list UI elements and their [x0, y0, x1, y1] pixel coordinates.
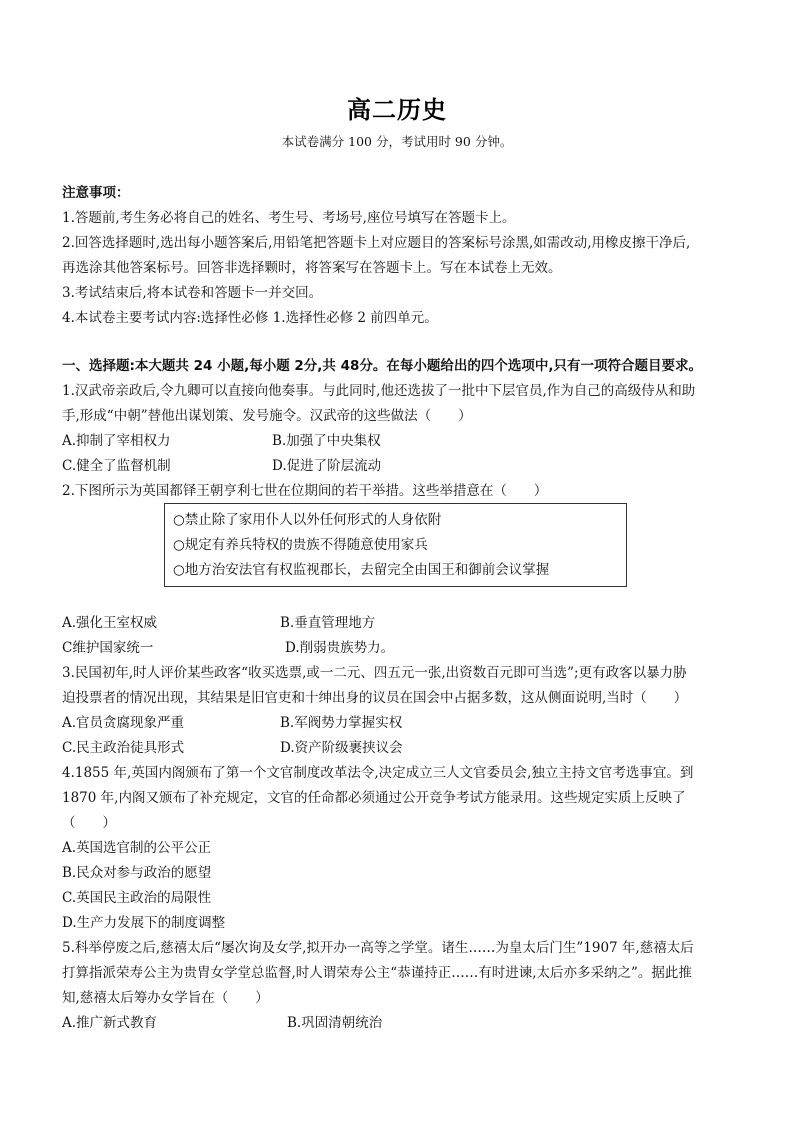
q2-option-d: D.削弱贵族势力。 [285, 640, 395, 656]
notice-item: 2.回答选择题时,选出每小题答案后,用铅笔把答题卡上对应题目的答案标号涂黑,如需改动,用橡皮擦干净后, [62, 235, 691, 251]
q4-option-c: C.英国民主政治的局限性 [62, 890, 212, 906]
measure-item: ○规定有养兵特权的贵族不得随意使用家兵 [173, 537, 428, 553]
question-4-text: 1870 年,内阁又颁布了补充规定，文官的任命都必须通过公开竞争考试方能录用。这些规定实质上反映了 [62, 790, 686, 806]
question-3-text: 3.民国初年,时人评价某些政客“收买选票,或一二元、四五元一张,出资数百元即可当选”;更有政客以暴力胁 [62, 665, 687, 681]
q3-option-b: B.军阀势力掌握实权 [280, 715, 403, 731]
notice-item: 1.答题前,考生务必将自己的姓名、考生号、考场号,座位号填写在答题卡上。 [62, 210, 516, 226]
q2-option-b: B.垂直管理地方 [280, 615, 376, 631]
question-1-text: 1.汉武帝亲政后,令九卿可以直接向他奏事。与此同时,他还选拔了一批中下层官员,作为自己的高级侍从和助 [62, 383, 696, 399]
question-5-text: 知,慈禧太后筹办女学旨在（ ） [62, 990, 269, 1006]
question-1-text: 手,形成“中朝”替他出谋划策、发号施令。汉武帝的这些做法（ ） [62, 408, 472, 424]
q4-option-d: D.生产力发展下的制度调整 [62, 915, 226, 931]
q3-option-d: D.资产阶级裹挟议会 [280, 740, 403, 756]
q4-option-b: B.民众对参与政治的愿望 [62, 865, 212, 881]
question-4-text: （ ） [62, 815, 116, 831]
notice-heading: 注意事项： [62, 185, 130, 201]
q2-option-c: C维护国家统一 [62, 640, 154, 656]
question-5-text: 打算指派荣寿公主为贵胄女学堂总监督,时人谓荣寿公主“恭谨持正……有时进谏,太后亦多采纳之”。据此推 [62, 965, 692, 981]
q1-option-a: A.抑制了宰相权力 [62, 433, 171, 449]
question-3-text: 迫投票者的情况出现，其结果是旧官吏和十绅出身的议员在国会中占据多数，这从侧面说明,当时（ ） [62, 690, 688, 706]
page-title: 高二历史 [347, 96, 447, 124]
q5-option-b: B.巩固清朝统治 [287, 1015, 383, 1031]
notice-item: 4.本试卷主要考试内容:选择性必修 1.选择性必修 2 前四单元。 [62, 310, 438, 326]
q5-option-a: A.推广新式教育 [62, 1015, 158, 1031]
q1-option-d: D.促进了阶层流动 [272, 458, 382, 474]
exam-info: 本试卷满分 100 分，考试用时 90 分钟。 [281, 134, 513, 149]
section-heading: 一、选择题:本大题共 24 小题,每小题 2分,共 48分。在每小题给出的四个选项中,只有一项符合题目要求。 [62, 358, 703, 374]
q3-option-a: A.官员贪腐现象严重 [62, 715, 185, 731]
q1-option-c: C.健全了监督机制 [62, 458, 171, 474]
measures-box [164, 503, 627, 587]
q2-option-a: A.强化王室权威 [62, 615, 158, 631]
q4-option-a: A.英国选官制的公平公正 [62, 840, 212, 856]
question-4-text: 4.1855 年,英国内阁颁布了第一个文官制度改革法令,决定成立三人文官委员会,独立主持文官考选事宜。到 [62, 765, 694, 781]
measure-item: ○禁止除了家用仆人以外任何形式的人身依附 [173, 512, 442, 528]
question-2-text: 2.下图所示为英国都铎王朝亨利七世在位期间的若干举措。这些举措意在（ ） [62, 483, 548, 499]
q3-option-c: C.民主政治徒具形式 [62, 740, 185, 756]
question-5-text: 5.科举停废之后,慈禧太后“屡次询及女学,拟开办一高等之学堂。诸生……为皇太后门生”1907 年,慈禧太后 [62, 940, 694, 956]
measure-item: ○地方治安法官有权监视郡长，去留完全由国王和御前会议掌握 [173, 562, 550, 578]
notice-item: 再选涂其他答案标号。回答非选择颗时，将答案写在答题卡上。写在本试卷上无效。 [62, 260, 562, 276]
notice-item: 3.考试结束后,将本试卷和答题卡一并交回。 [62, 285, 323, 301]
q1-option-b: B.加强了中央集权 [272, 433, 381, 449]
